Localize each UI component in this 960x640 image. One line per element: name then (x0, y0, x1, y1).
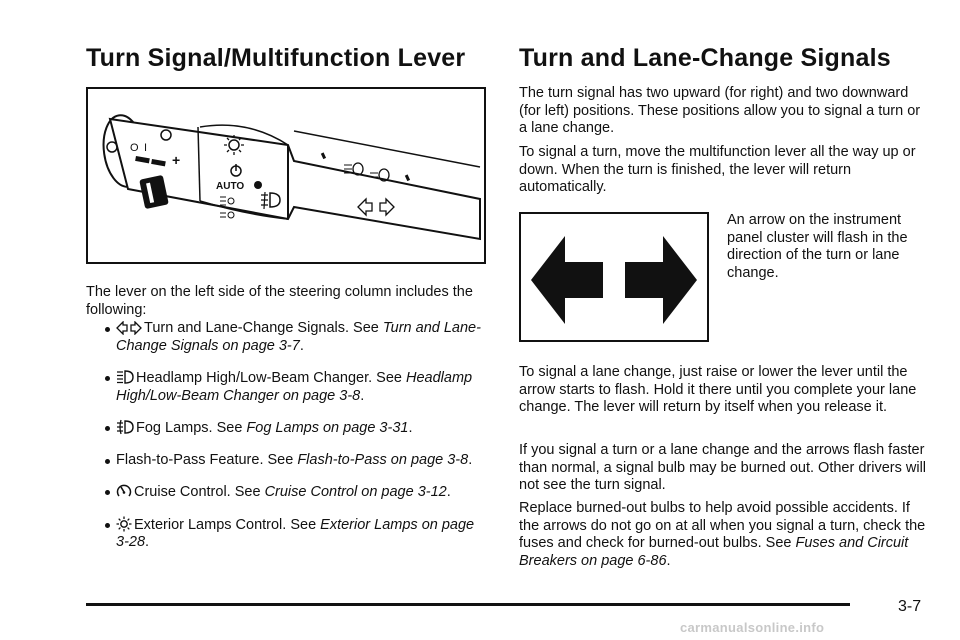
item-end: . (299, 337, 304, 354)
item-reference-link[interactable]: Fog Lamps on page 3-31 (246, 420, 409, 436)
item-end: . (446, 484, 451, 500)
exterior-lamp-icon (116, 516, 132, 532)
item-reference-link[interactable]: Exterior Lamps on page 3-28 (116, 516, 475, 550)
turn-signal-positions-text: The turn signal has two upward (for right) and two downward (for left) positions. These positions allow you to signal a turn or a lane change. (519, 85, 921, 136)
item-text: Turn and Lane-Change Signals. See (144, 320, 383, 336)
item-end: . (145, 534, 150, 550)
item-reference-link[interactable]: Cruise Control on page 3-12 (264, 484, 447, 500)
footer-rule (86, 603, 850, 606)
item-reference-link[interactable]: Headlamp High/Low-Beam Changer on page 3-8 (116, 370, 473, 404)
burned-out-bulbs-text (519, 500, 929, 570)
section-heading-multifunction-lever: Turn Signal/Multifunction Lever (86, 44, 466, 72)
list-item-exterior-lamps (86, 516, 490, 552)
lever-intro-text: The lever on the left side of the steering column includes the following: (86, 284, 473, 318)
item-text: Fog Lamps. See (136, 420, 247, 436)
signal-turn-text: To signal a turn, move the multifunction lever all the way up or down. When the turn is finished, the lever will return automatically. (519, 144, 916, 195)
watermark: carmanualsonline.info (680, 620, 825, 635)
cruise-control-icon (116, 483, 132, 499)
item-end: . (408, 420, 413, 436)
lane-change-text: To signal a lane change, just raise or lower the lever until the arrow starts to flash. Hold it there until you complete your lane change. The lever will return by itself when you release it. (519, 364, 917, 415)
svg-text:I: I (144, 142, 148, 154)
list-item-flash-to-pass (86, 452, 490, 470)
left-arrow-icon (531, 236, 603, 324)
item-end: . (360, 387, 365, 404)
turn-arrows-figure (519, 212, 709, 342)
lever-feature-list (86, 320, 490, 566)
bulbs-text: Replace burned-out bulbs to help avoid possible accidents. If the arrows do not go on at all when you signal a turn, check the fuses and check for burned-out bulbs. See (519, 500, 926, 551)
item-reference-link[interactable]: Turn and Lane-Change Signals on page 3-7 (116, 320, 481, 354)
high-beam-icon (116, 369, 134, 385)
arrow-caption-text: An arrow on the instrument panel cluster will flash in the direction of the turn or lane change. (727, 212, 908, 281)
svg-text:O: O (130, 142, 139, 154)
bulbs-end: . (666, 552, 671, 569)
turn-arrows-illustration (521, 214, 707, 340)
item-end: . (468, 451, 473, 468)
fog-lamp-icon (116, 419, 134, 435)
turn-signal-arrows-icon (116, 321, 142, 335)
list-item-fog-lamps (86, 419, 490, 438)
page-number: 3-7 (898, 598, 922, 615)
left-column (86, 40, 490, 76)
list-item-high-beam (86, 369, 490, 405)
item-text: Headlamp High/Low-Beam Changer. See (136, 370, 407, 386)
fast-flash-text: If you signal a turn or a lane change and the arrows flash faster than normal, a signal bulb may be burned out. Other drivers will not see the turn signal. (519, 442, 927, 493)
lever-illustration (88, 89, 484, 262)
item-reference-link[interactable]: Flash-to-Pass on page 3-8 (297, 451, 469, 468)
multifunction-lever-figure (86, 87, 486, 264)
fuses-reference-link[interactable]: Fuses and Circuit Breakers on page 6-86 (519, 535, 909, 569)
list-item-turn-signals (86, 320, 490, 355)
section-heading-turn-signals: Turn and Lane-Change Signals (519, 44, 891, 72)
right-column (519, 40, 929, 76)
svg-text:+: + (172, 152, 181, 168)
item-text: Flash-to-Pass Feature. See (116, 451, 298, 468)
item-text: Cruise Control. See (134, 484, 265, 500)
auto-label: AUTO (216, 181, 245, 192)
list-item-cruise-control (86, 483, 490, 502)
item-text: Exterior Lamps Control. See (134, 516, 321, 533)
right-arrow-icon (625, 236, 697, 324)
